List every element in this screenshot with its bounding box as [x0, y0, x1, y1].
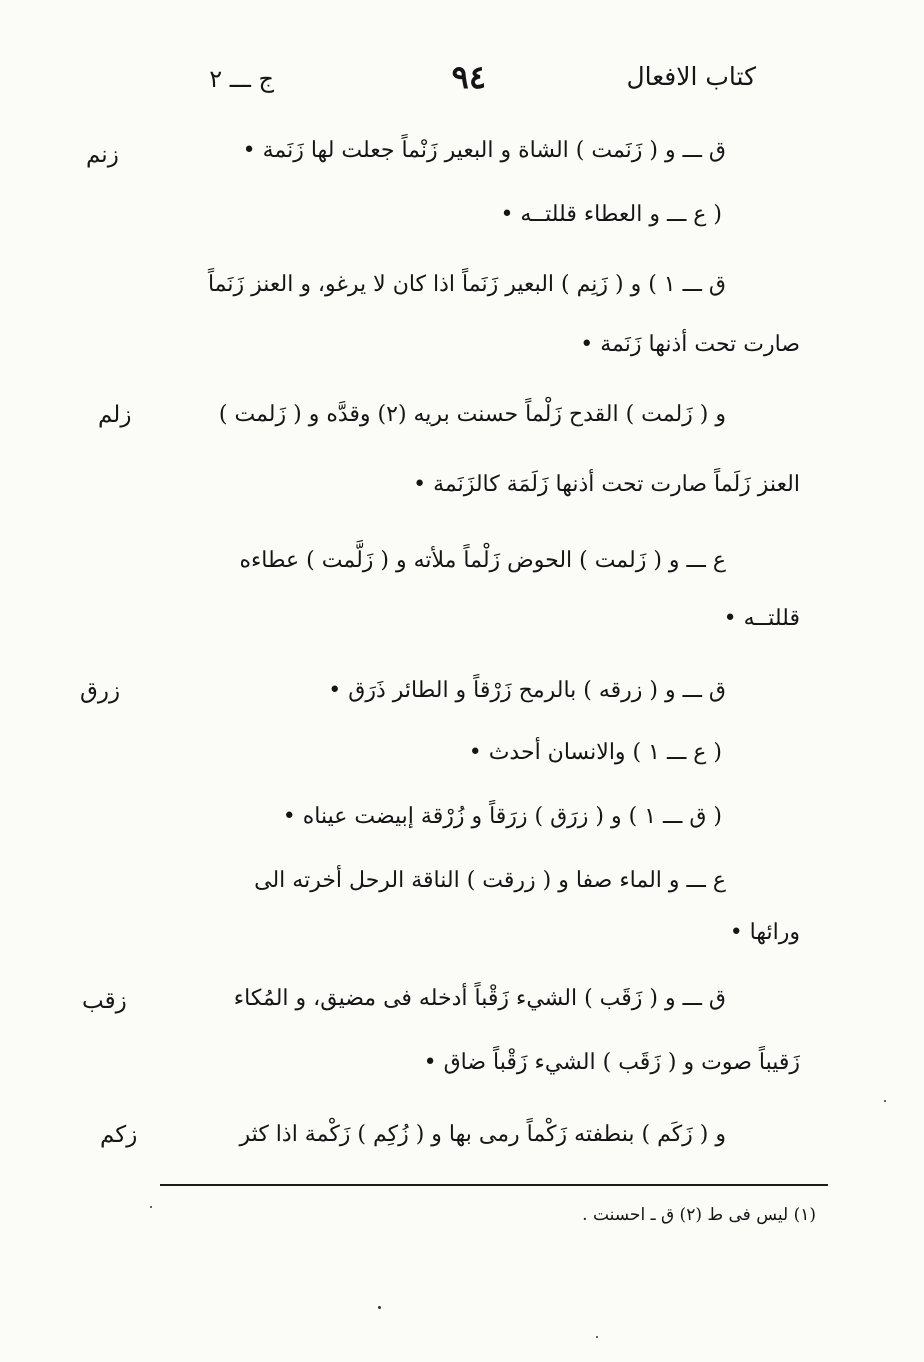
text-line: ( ع ـــ ١ ) والانسان أحدث •	[468, 740, 722, 765]
text-line: ورائها •	[729, 920, 800, 945]
scan-speck	[884, 1100, 886, 1102]
margin-word-znm: زنم	[86, 142, 119, 168]
scan-speck	[378, 1306, 381, 1309]
footnote: (١) ليس فى ط (٢) ق ـ احسنت .	[582, 1205, 816, 1225]
text-line: ق ـــ و ( زرقه ) بالرمح زَرْقاً و الطائر ذَرَق •	[328, 678, 726, 703]
page-number: ٩٤	[451, 58, 486, 96]
volume-marker: ج ـــ ٢	[209, 65, 274, 93]
text-line: ع ـــ و ( زَلمت ) الحوض زَلْماً ملأته و ( زَلَّمت ) عطاءه	[239, 548, 726, 573]
text-line: العنز زَلَماً صارت تحت أذنها زَلَمَة كالزَنَمة •	[413, 472, 800, 497]
footnote-rule	[160, 1184, 828, 1186]
margin-word-zqb: زقب	[82, 988, 127, 1014]
margin-word-zkm: زكم	[100, 1122, 138, 1148]
text-line: ( ق ـــ ١ ) و ( زرَق ) زرَقاً و زُرْقة إبيضت عيناه •	[282, 804, 722, 829]
text-line: ( ع ـــ و العطاء قللتــه •	[500, 202, 722, 227]
margin-word-zrq: زرق	[80, 678, 121, 704]
text-line: و ( زَكَم ) بنطفته زَكْماً رمى بها و ( زُكِم ) زَكْمة اذا كثر	[239, 1122, 726, 1147]
text-line: صارت تحت أذنها زَنَمة •	[580, 332, 800, 357]
text-line: ق ـــ و ( زَقَب ) الشيء زَقْباً أدخله فى مضيق، و المُكاء	[233, 986, 726, 1011]
scan-speck	[150, 1206, 152, 1208]
text-line: ق ـــ ١ ) و ( زَنِم ) البعير زَنَماً اذا كان لا يرغو، و العنز زَنَماً	[207, 272, 726, 297]
text-line: ع ـــ و الماء صفا و ( زرقت ) الناقة الرحل أخرته الى	[254, 868, 726, 893]
margin-word-zlm: زلم	[98, 402, 132, 428]
text-line: زَقيباً صوت و ( زَقَب ) الشيء زَقْباً ضاق •	[423, 1050, 800, 1075]
book-title: كتاب الافعال	[626, 62, 756, 91]
text-line: ق ـــ و ( زَنَمت ) الشاة و البعير زَنْماً جعلت لها زَنَمة •	[242, 138, 726, 163]
text-line: قللتــه •	[723, 606, 800, 631]
scan-speck	[596, 1336, 598, 1338]
text-line: و ( زَلمت ) القدح زَلْماً حسنت بريه (٢) وقدَّه و ( زَلمت )	[218, 402, 726, 427]
